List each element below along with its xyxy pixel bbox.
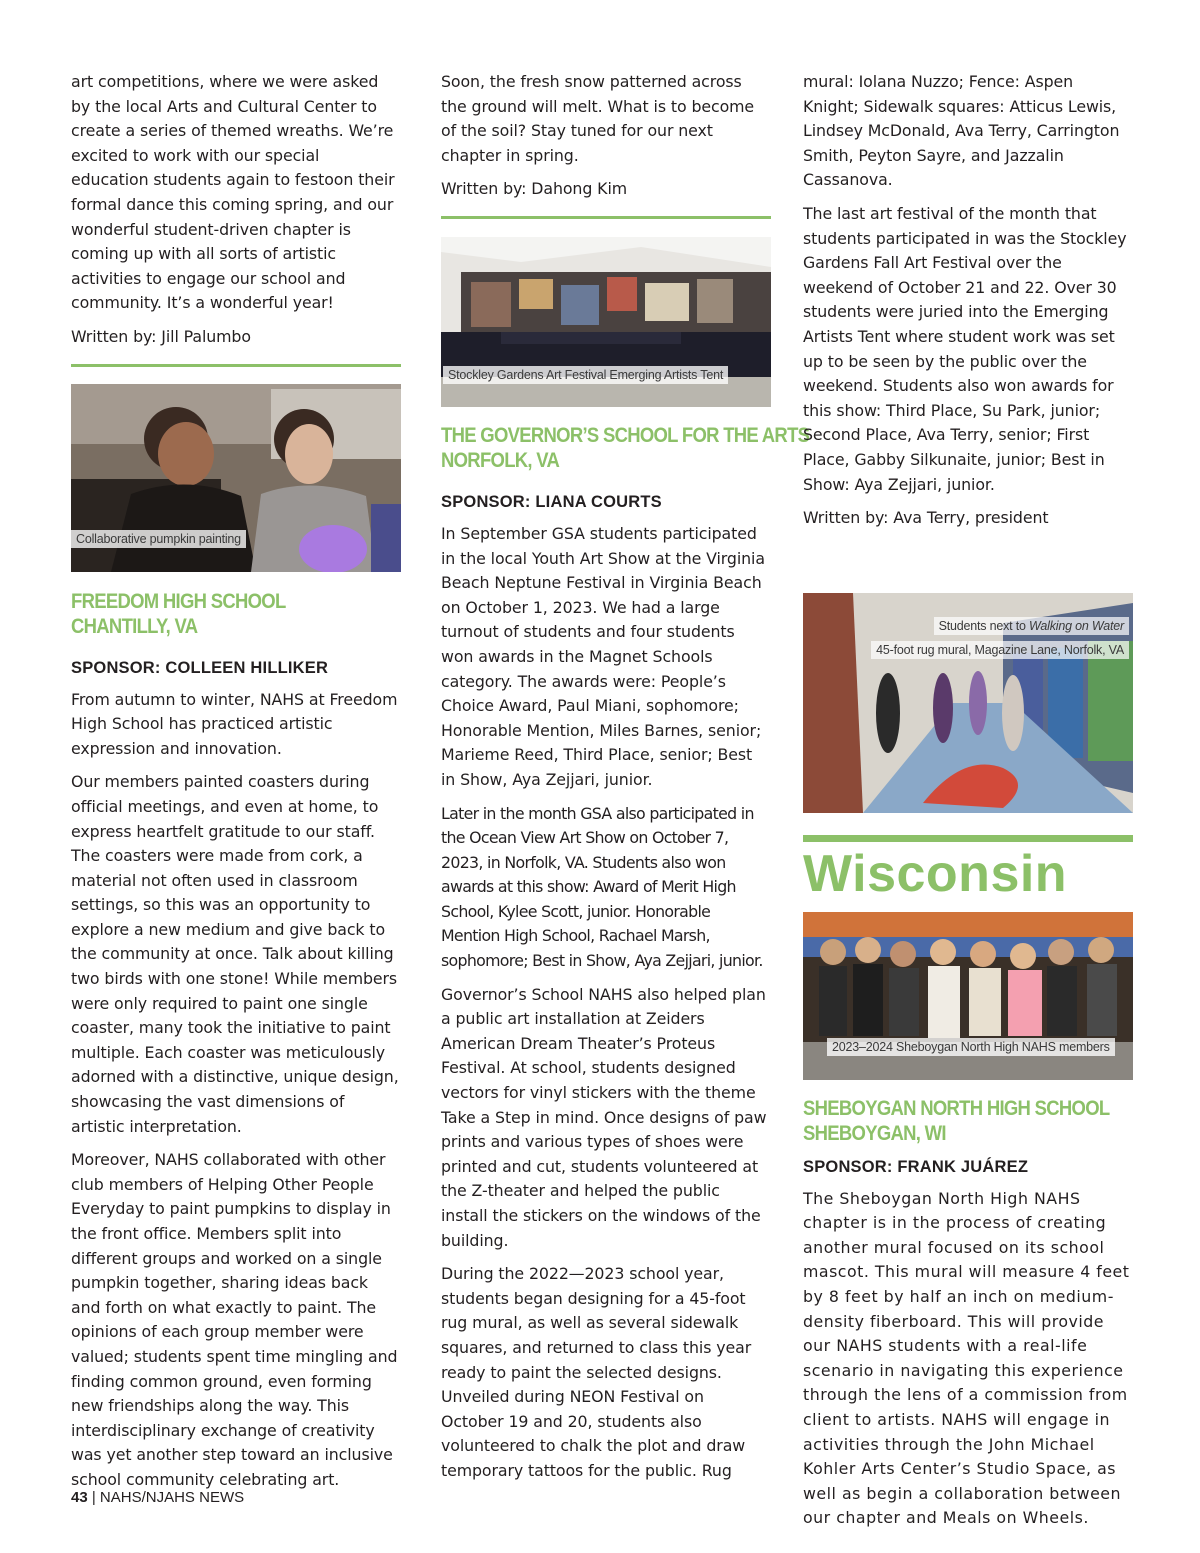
caption-text: Students next to <box>938 618 1029 633</box>
group-photo <box>803 912 1133 1080</box>
body-paragraph: Moreover, NAHS collaborated with other club members of Helping Other People Everyday to paint pumpkins to display in the front office. Members split into different groups and worked on a single pumpkin together, sharing ideas back and forth on what exactly to paint. The opinions of each group member were valued; students spent time mingling and finding common ground, even forming new friendships along the way. This interdisciplinary exchange of creativity was yet another step toward an inclusive school community celebrating art. <box>71 1150 398 1489</box>
body-paragraph: Governor’s School NAHS also helped plan a public art installation at Zeiders American Dream Theater’s Proteus Festival. At school, students designed vectors for vinyl stickers with the theme Take a Step in mind. Once designs of paw prints and various types of shoes were printed and cut, students volunteered at the Z-theater and helped the public install the stickers on the windows of the building. <box>441 984 767 1250</box>
photo-caption: Collaborative pumpkin painting <box>71 530 246 548</box>
body-paragraph: Later in the month GSA also participated in the Ocean View Art Show on October 7, 2023, in Norfolk, VA. Students also won awards at this show: Award of Merit High School, Kylee Scott, junior. Honorable Mention High School, Rachael Marsh, sophomore; Best in Show, Aya Zejjari, junior. <box>441 803 763 971</box>
school-location: CHANTILLY, VA <box>71 614 198 638</box>
column-1 <box>71 70 401 1502</box>
intro-paragraph: mural: Iolana Nuzzo; Fence: Aspen Knight; Sidewalk squares: Atticus Lewis, Lindsey McDonald, Ava Terry, Carrington Smith, Peyton Sayre, and Jazzalin Cassanova. <box>803 72 1120 190</box>
sponsor-name: SPONSOR: LIANA COURTS <box>441 492 662 511</box>
byline: Written by: Jill Palumbo <box>71 326 251 346</box>
divider <box>441 216 771 219</box>
body-paragraph: In September GSA students participated in the local Youth Art Show at the Virginia Beach Neptune Festival in Virginia Beach on October 1, 2023. We had a large turnout of students and four students won awards in the Magnet Schools category. The awards were: People’s Choice Award, Paul Miani, sophomore; Honorable Mention, Miles Barnes, senior; Marieme Reed, Third Place, senior; Best in Show, Aya Zejjari, junior. <box>441 523 765 789</box>
page-footer <box>71 1489 244 1506</box>
intro-paragraph: Soon, the fresh snow patterned across the ground will melt. What is to become of the soil? Stay tuned for our next chapter in spring. <box>441 72 755 165</box>
photo-caption: 2023–2024 Sheboygan North High NAHS members <box>827 1038 1115 1056</box>
art-tent-photo <box>441 237 771 407</box>
school-name: THE GOVERNOR’S SCHOOL FOR THE ARTS <box>441 423 810 447</box>
column-3 <box>803 70 1133 1540</box>
page-number: 43 <box>71 1489 88 1506</box>
photo-caption <box>934 617 1129 635</box>
school-name: FREEDOM HIGH SCHOOL <box>71 589 286 613</box>
school-location: SHEBOYGAN, WI <box>803 1121 946 1145</box>
intro-paragraph: art competitions, where we were asked by the local Arts and Cultural Center to create a series of themed wreaths. We’re excited to work with our special education students again to festoon their formal dance this coming spring, and our wonderful student-driven chapter is coming up with all sorts of artistic activities to engage our school and community. It’s a wonderful year! <box>71 72 395 313</box>
body-paragraph: During the 2022—2023 school year, students began designing for a 45-foot rug mural, as well as several sidewalk squares, and returned to class this year ready to paint the selected designs. Unveiled during NEON Festival on October 19 and 20, students also volunteered to chalk the plot and draw temporary tattoos for the public. Rug <box>441 1264 752 1480</box>
photo-caption: 45-foot rug mural, Magazine Lane, Norfolk, VA <box>871 641 1129 659</box>
sponsor-name: SPONSOR: COLLEEN HILLIKER <box>71 658 329 677</box>
byline: Written by: Dahong Kim <box>441 179 628 199</box>
body-paragraph: From autumn to winter, NAHS at Freedom High School has practiced artistic expression and innovation. <box>71 689 398 758</box>
photo-caption: Stockley Gardens Art Festival Emerging Artists Tent <box>443 366 728 384</box>
pumpkin-photo <box>71 384 401 572</box>
school-location: NORFOLK, VA <box>441 448 560 472</box>
divider <box>71 364 401 367</box>
footer-separator: | <box>87 1489 100 1506</box>
sponsor-name: SPONSOR: FRANK JUÁREZ <box>803 1157 1029 1176</box>
divider <box>803 835 1133 842</box>
column-2 <box>441 70 810 1493</box>
body-paragraph: Our members painted coasters during official meetings, and even at home, to express heartfelt gratitude to our staff. The coasters were made from cork, a material not often used in classroom settings, so this was an opportunity to explore a new medium and give back to the community at once. Talk about killing two birds with one stone! While members were only required to paint one single coaster, many took the initiative to paint multiple. Each coaster was meticulously adorned with a distinctive, unique design, showcasing the vast dimensions of artistic interpretation. <box>71 772 399 1136</box>
rug-mural-photo <box>803 593 1133 813</box>
state-heading: Wisconsin <box>803 844 1068 903</box>
body-paragraph: The Sheboygan North High NAHS chapter is in the process of creating another mural focused on its school mascot. This mural will measure 4 feet by 8 feet by half an inch on medium-density fiberboard. This will provide our NAHS students with a real-life scenario in navigating this experience through the lens of a commission from client to artists. NAHS will engage in activities through the John Michael Kohler Arts Center’s Studio Space, as well as begin a collaboration between our chapter and Meals on Wheels. <box>803 1188 1130 1528</box>
body-paragraph: The last art festival of the month that students participated in was the Stockley Gardens Fall Art Festival over the weekend of October 21 and 22. Over 30 students were juried into the Emerging Artists Tent where student work was set up to be seen by the public over the weekend. Students also won awards for this show: Third Place, Su Park, junior; Second Place, Ava Terry, senior; First Place, Gabby Silkunaite, junior; Best in Show: Aya Zejjari, junior. <box>803 203 1127 494</box>
byline: Written by: Ava Terry, president <box>803 508 1049 528</box>
artwork-title: Walking on Water <box>1029 618 1124 633</box>
school-name: SHEBOYGAN NORTH HIGH SCHOOL <box>803 1096 1110 1120</box>
publication-name: NAHS/NJAHS NEWS <box>99 1489 245 1506</box>
